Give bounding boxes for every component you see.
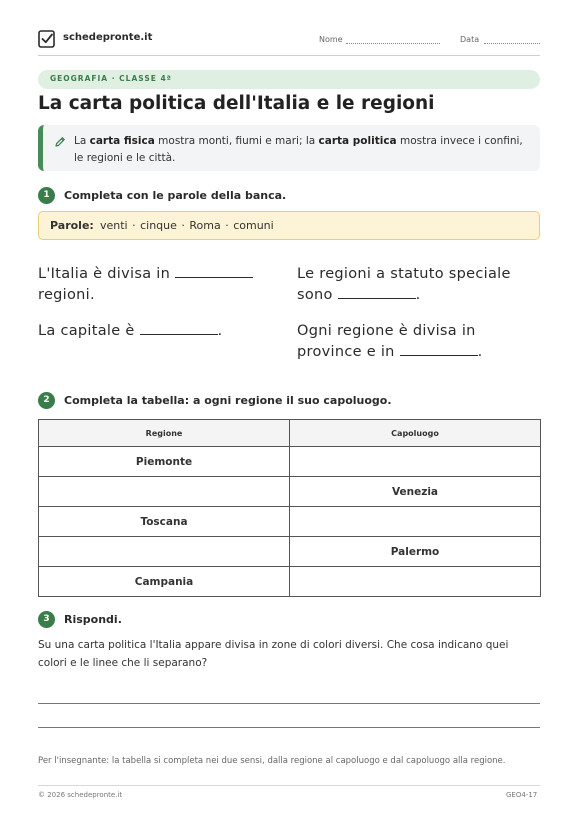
table-row xyxy=(39,567,541,597)
exercise-number-badge: 2 xyxy=(38,392,55,409)
pencil-icon xyxy=(54,136,66,148)
table-cell[interactable]: Campania xyxy=(39,567,290,597)
table-cell[interactable]: Toscana xyxy=(39,507,290,537)
sentence-2: Le regioni a statuto speciale sono . xyxy=(297,266,511,303)
page-title: La carta politica dell'Italia e le regioni xyxy=(38,93,435,114)
exercise-1-title: Completa con le parole della banca. xyxy=(64,189,287,202)
answer-blank[interactable] xyxy=(400,343,478,356)
info-text: La carta fisica mostra monti, fiumi e mari; la carta politica mostra invece i confini, le regioni e le città. xyxy=(74,135,523,164)
footer-divider xyxy=(38,785,540,786)
site-name: schedepronte.it xyxy=(63,32,153,43)
date-label: Data xyxy=(460,35,480,44)
header-divider xyxy=(38,55,540,56)
footer-code: GEO4-17 xyxy=(506,791,538,799)
table-row xyxy=(39,447,541,477)
table-cell[interactable] xyxy=(39,477,290,507)
table-row xyxy=(39,507,541,537)
term-carta-politica: carta politica xyxy=(318,135,397,147)
word-bank-label: Parole: xyxy=(50,219,94,232)
name-field[interactable] xyxy=(346,43,440,44)
answer-blank[interactable] xyxy=(140,322,218,335)
logo-icon xyxy=(38,30,56,48)
answer-blank[interactable] xyxy=(175,265,253,278)
column-header-regione: Regione xyxy=(39,420,290,447)
table-cell[interactable] xyxy=(290,567,541,597)
sentence-4: Ogni regione è divisa in province e in . xyxy=(297,323,483,360)
table-row xyxy=(39,537,541,567)
sentence-1: L'Italia è divisa in regioni. xyxy=(38,264,278,306)
date-field[interactable] xyxy=(484,43,540,44)
column-header-capoluogo: Capoluogo xyxy=(290,420,541,447)
table-row xyxy=(39,477,541,507)
answer-line[interactable] xyxy=(38,727,540,728)
table-header-row xyxy=(39,420,541,447)
answer-line[interactable] xyxy=(38,703,540,704)
exercise-number-badge: 1 xyxy=(38,187,55,204)
table-cell[interactable] xyxy=(290,447,541,477)
table-cell[interactable] xyxy=(290,507,541,537)
footer-copyright: © 2026 schedepronte.it xyxy=(38,791,123,799)
term-carta-fisica: carta fisica xyxy=(89,135,155,147)
teacher-note: Per l'insegnante: la tabella si completa nei due sensi, dalla regione al capoluogo e dal capoluogo alla regione. xyxy=(38,756,506,766)
table-cell[interactable]: Piemonte xyxy=(39,447,290,477)
exercise-3-title: Rispondi. xyxy=(64,613,122,626)
answer-blank[interactable] xyxy=(338,286,416,299)
name-label: Nome xyxy=(319,35,343,44)
exercise-2-title: Completa la tabella: a ogni regione il suo capoluogo. xyxy=(64,394,392,407)
word-bank-words: venti · cinque · Roma · comuni xyxy=(100,219,274,232)
subject-pill-text: GEOGRAFIA · CLASSE 4ª xyxy=(50,74,172,83)
table-cell[interactable]: Palermo xyxy=(290,537,541,567)
region-capital-table xyxy=(38,419,541,597)
sentence-3: La capitale è . xyxy=(38,323,223,339)
question-text: Su una carta politica l'Italia appare divisa in zone di colori diversi. Che cosa indicano quei colori e le linee che li separano? xyxy=(38,639,509,669)
table-cell[interactable]: Venezia xyxy=(290,477,541,507)
exercise-number-badge: 3 xyxy=(38,611,55,628)
table-cell[interactable] xyxy=(39,537,290,567)
